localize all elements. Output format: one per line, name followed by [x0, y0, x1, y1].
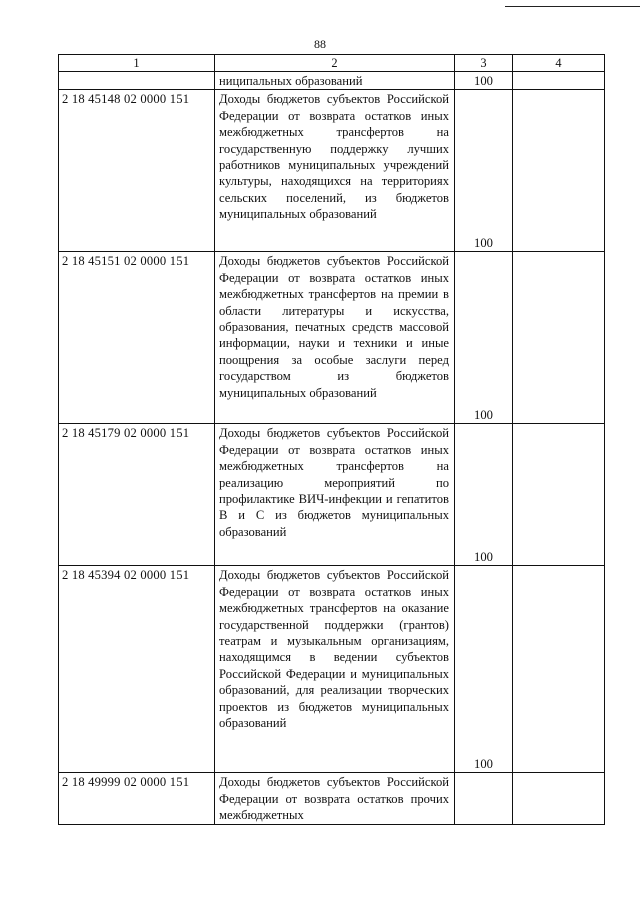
table-row	[59, 252, 605, 424]
table-row	[59, 424, 605, 566]
row-description: Доходы бюджетов субъектов Российской Федерации от возврата остатков прочих межбюджетных	[215, 773, 455, 824]
table-row	[59, 566, 605, 773]
table-row	[59, 90, 605, 252]
table-row	[59, 72, 605, 90]
row-col4	[513, 773, 605, 824]
row-description: Доходы бюджетов субъектов Российской Федерации от возврата остатков иных межбюджетных трансфертов на реализацию мероприятий по профилактике ВИЧ-инфекции и гепатитов В и С из бюджетов муниципальных образований	[215, 424, 455, 566]
row-value: 100	[455, 424, 513, 566]
top-rule	[505, 6, 640, 7]
row-col4	[513, 566, 605, 773]
row-value	[455, 773, 513, 824]
row-description: Доходы бюджетов субъектов Российской Федерации от возврата остатков иных межбюджетных трансфертов на премии в области литературы и искусства, образования, печатных средств массовой информации, науки и техники и иные поощрения за особые заслуги перед государством из бюджетов муниципальных образований	[215, 252, 455, 424]
row-col4	[513, 90, 605, 252]
table-row	[59, 773, 605, 824]
row-code: 2 18 45151 02 0000 151	[59, 252, 215, 424]
row-description: Доходы бюджетов субъектов Российской Федерации от возврата остатков иных межбюджетных трансфертов на государственную поддержку лучших работников муниципальных учреждений культуры, находящихся на территориях сельских поселений, из бюджетов муниципальных образований	[215, 90, 455, 252]
row-description: Доходы бюджетов субъектов Российской Федерации от возврата остатков иных межбюджетных трансфертов на оказание государственной поддержки (грантов) театрам и музыкальным организациям, находящимся в ведении субъектов Российской Федерации и муниципальных образований, для реализации творческих проектов из бюджетов муниципальных образований	[215, 566, 455, 773]
row-code	[59, 72, 215, 90]
budget-table	[58, 54, 605, 825]
row-value: 100	[455, 72, 513, 90]
row-col4	[513, 72, 605, 90]
row-code: 2 18 49999 02 0000 151	[59, 773, 215, 824]
header-col-1: 1	[59, 55, 215, 72]
row-code: 2 18 45148 02 0000 151	[59, 90, 215, 252]
row-value: 100	[455, 90, 513, 252]
row-code: 2 18 45394 02 0000 151	[59, 566, 215, 773]
page-number: 88	[314, 37, 326, 51]
header-col-4: 4	[513, 55, 605, 72]
header-col-3: 3	[455, 55, 513, 72]
row-code: 2 18 45179 02 0000 151	[59, 424, 215, 566]
row-description: ниципальных образований	[215, 72, 455, 90]
header-col-2: 2	[215, 55, 455, 72]
row-col4	[513, 424, 605, 566]
row-value: 100	[455, 252, 513, 424]
table-header-row	[59, 55, 605, 72]
row-value: 100	[455, 566, 513, 773]
row-col4	[513, 252, 605, 424]
